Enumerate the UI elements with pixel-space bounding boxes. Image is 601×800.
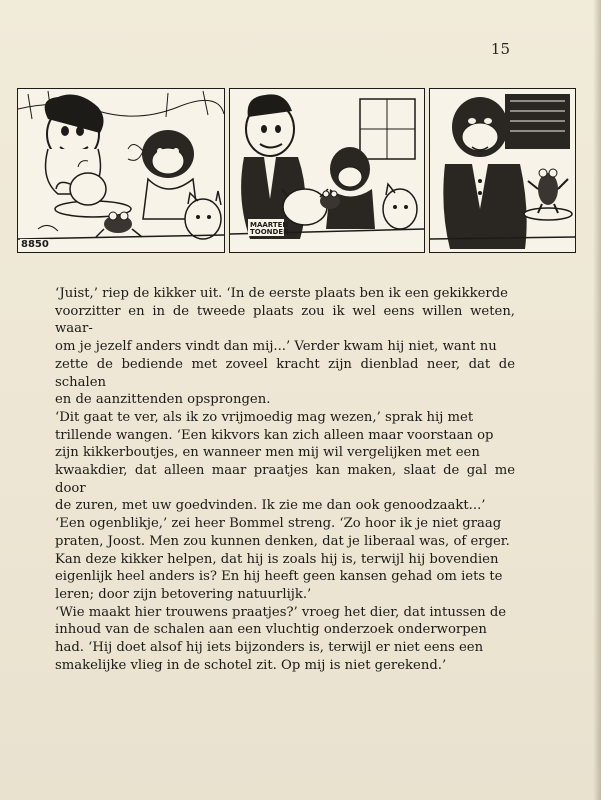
artist-signature xyxy=(250,222,289,236)
text-line: Kan deze kikker helpen, dat hij is zoals hij is, terwijl hij bovendien xyxy=(55,551,499,567)
page-edge-shadow xyxy=(593,0,601,800)
comic-panel-1 xyxy=(17,88,225,253)
signature-line-1: MAARTEN xyxy=(250,221,289,229)
story-text xyxy=(55,285,515,674)
text-line: leren; door zijn betovering natuurlijk.’ xyxy=(55,586,312,602)
signature-line-2: TOONDER xyxy=(250,228,289,236)
paragraph-3 xyxy=(55,515,515,604)
text-line: voorzitter en in de tweede plaats zou ik wel eens willen weten, waar- xyxy=(55,303,515,337)
text-line: de zuren, met uw goedvinden. Ik zie me dan ook genoodzaakt...’ xyxy=(55,498,486,514)
comic-panel-3 xyxy=(429,88,576,253)
comic-panel-2 xyxy=(229,88,425,253)
text-line: ‘Juist,’ riep de kikker uit. ‘In de eerste plaats ben ik een gekikkerde xyxy=(55,286,508,301)
comic-strip xyxy=(17,88,576,253)
text-line: eigenlijk heel anders is? En hij heeft geen kansen gehad om iets te xyxy=(55,569,503,585)
text-line: kwaakdier, dat alleen maar praatjes kan maken, slaat de gal me door xyxy=(55,463,515,496)
text-line: praten, Joost. Men zou kunnen denken, dat je liberaal was, of erger. xyxy=(55,533,510,549)
text-line: trillende wangen. ‘Een kikvors kan zich alleen maar voorstaan op xyxy=(55,427,494,443)
strip-number: 8850 xyxy=(21,239,49,250)
text-line: ‘Wie maakt hier trouwens praatjes?’ vroeg het dier, dat intussen de xyxy=(55,604,507,620)
paragraph-1 xyxy=(55,285,515,409)
text-line: had. ‘Hij doet alsof hij iets bijzonders is, terwijl er niet eens een xyxy=(55,640,484,656)
paragraph-2 xyxy=(55,409,515,515)
panel-1-drawing xyxy=(18,89,224,252)
text-line: en de aanzittenden opsprongen. xyxy=(55,392,271,408)
text-line: smakelijke vlieg in de schotel zit. Op mij is niet gerekend.’ xyxy=(55,657,447,673)
text-line: ‘Een ogenblikje,’ zei heer Bommel streng. ‘Zo hoor ik je niet graag xyxy=(55,516,502,532)
paragraph-4 xyxy=(55,604,515,675)
page-number: 15 xyxy=(490,40,510,58)
text-line: zette de bediende met zoveel kracht zijn dienblad neer, dat de schalen xyxy=(55,356,515,390)
text-line: inhoud van de schalen aan een vluchtig onderzoek onderworpen xyxy=(55,622,487,638)
panel-3-drawing xyxy=(430,89,575,252)
text-line: om je jezelf anders vindt dan mij...’ Verder kwam hij niet, want nu xyxy=(55,339,497,355)
text-line: zijn kikkerboutjes, en wanneer men mij wil vergelijken met een xyxy=(55,445,480,461)
text-line: ‘Dit gaat te ver, als ik zo vrijmoedig mag wezen,’ sprak hij met xyxy=(55,409,474,425)
